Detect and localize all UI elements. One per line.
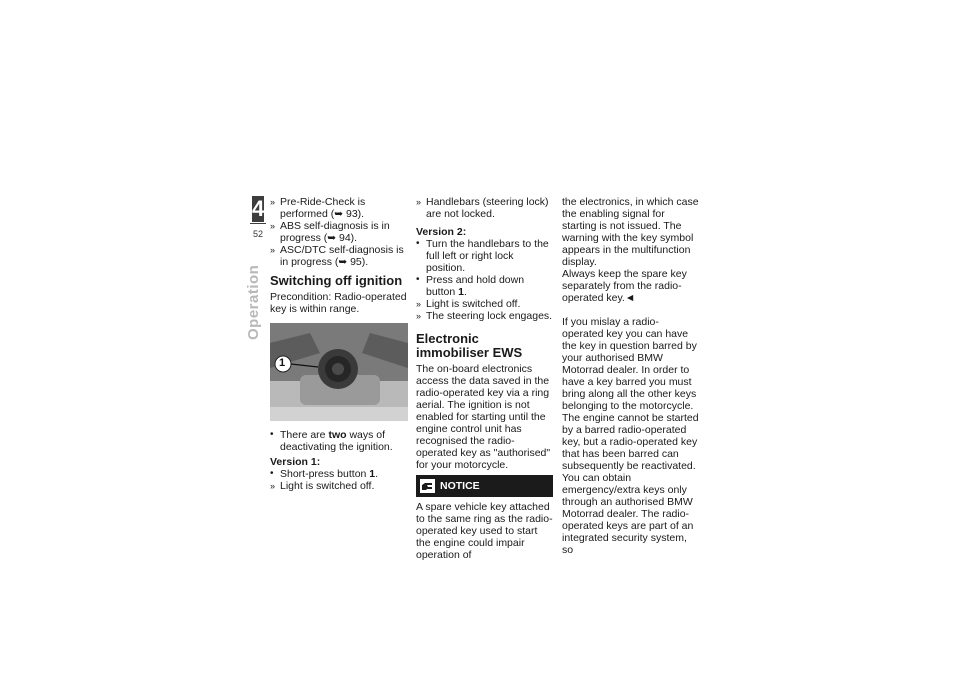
notice-banner bbox=[416, 475, 553, 497]
list-item bbox=[416, 238, 553, 274]
body-paragraph: The engine cannot be started by a barred radio-operated key, but a radio-operated key that has been barred can subsequently be reactivated. bbox=[562, 412, 699, 472]
list-item bbox=[416, 298, 553, 310]
column-3 bbox=[562, 196, 700, 556]
tab-divider bbox=[250, 223, 266, 224]
handlebar-photo bbox=[270, 323, 408, 421]
body-paragraph: If you mislay a radio-operated key you can have the key in question barred by your authorised BMW Motorrad dealer. In order to have a key barred you must bring along all the other keys belonging to the motorcycle. bbox=[562, 316, 697, 412]
result-marker: » bbox=[270, 197, 276, 207]
column-2 bbox=[416, 196, 553, 561]
result-marker: » bbox=[270, 221, 276, 231]
result-marker: » bbox=[270, 481, 276, 491]
result-text: Light is switched off. bbox=[280, 480, 375, 492]
result-text: Light is switched off. bbox=[426, 298, 521, 310]
paragraph-gap bbox=[562, 304, 700, 316]
result-text: Handlebars (steering lock) are not locked. bbox=[426, 196, 549, 220]
step-bold: 1 bbox=[458, 286, 464, 298]
section-heading: Switching off ignition bbox=[270, 273, 403, 288]
version-heading: Version 2: bbox=[416, 226, 467, 238]
list-item bbox=[416, 196, 553, 220]
list-item-text: ASC/DTC self-diagnosis is in progress (➥ 95). bbox=[280, 244, 404, 268]
step-text-a: Short-press button bbox=[280, 468, 370, 480]
list-item-bold: two bbox=[328, 429, 347, 441]
chapter-number: 4 bbox=[252, 196, 265, 221]
section-label: Operation bbox=[245, 264, 262, 340]
list-item bbox=[416, 310, 553, 322]
list-item bbox=[270, 480, 408, 492]
bullet-marker: • bbox=[270, 468, 274, 479]
notice-hand-icon bbox=[420, 479, 435, 493]
list-item bbox=[270, 468, 408, 480]
list-item bbox=[270, 244, 408, 268]
bullet-marker: • bbox=[416, 238, 420, 249]
result-text: The steering lock engages. bbox=[426, 310, 553, 322]
body-paragraph: You can obtain emergency/extra keys only through an authorised BMW Motorrad dealer. The radio-operated keys are part of an integrated security system, so bbox=[562, 472, 694, 556]
version-heading: Version 1: bbox=[270, 456, 321, 468]
page-number: 52 bbox=[252, 229, 263, 239]
bullet-marker: • bbox=[270, 429, 274, 440]
step-text-b: . bbox=[463, 286, 467, 298]
list-item bbox=[270, 220, 408, 244]
result-marker: » bbox=[416, 299, 422, 309]
handlebar-illustration bbox=[270, 323, 408, 421]
result-marker: » bbox=[416, 311, 422, 321]
bullet-marker: • bbox=[416, 274, 420, 285]
list-item-text: ABS self-diagnosis is in progress (➥ 94). bbox=[280, 220, 390, 244]
list-item bbox=[416, 274, 553, 298]
body-paragraph: the electronics, in which case the enabling signal for starting is not issued. The warning with the key symbol appears in the multifunction display. bbox=[562, 196, 699, 268]
result-marker: » bbox=[270, 245, 276, 255]
photo-callout-label: 1 bbox=[279, 357, 286, 369]
body-paragraph: Always keep the spare key separately from the radio-operated key.◄ bbox=[562, 268, 687, 304]
result-marker: » bbox=[416, 197, 422, 207]
step-text-b: . bbox=[375, 468, 379, 480]
precondition-text: Precondition: Radio-operated key is within range. bbox=[270, 291, 407, 315]
notice-label: NOTICE bbox=[440, 480, 480, 492]
body-paragraph: The on-board electronics access the data saved in the radio-operated key via a ring aerial. The ignition is not enabled for starting until the engine control unit has recognised the radio-operated key as "authorised" for your motorcycle. bbox=[416, 363, 551, 471]
step-text-a: Press and hold down button bbox=[426, 274, 525, 298]
list-item-text-a: There are bbox=[280, 429, 329, 441]
list-item-text: Pre-Ride-Check is performed (➥ 93). bbox=[280, 196, 366, 220]
section-heading: Electronic immobiliser EWS bbox=[416, 331, 523, 360]
list-item bbox=[270, 196, 408, 220]
step-bold: 1 bbox=[369, 468, 376, 480]
list-item-text-b: ways of deactivating the ignition. bbox=[280, 429, 393, 453]
notice-text: A spare vehicle key attached to the same ring as the radio-operated key used to start the engine could impair operation of bbox=[416, 501, 553, 561]
list-item bbox=[270, 429, 408, 453]
step-text: Turn the handlebars to the full left or right lock position. bbox=[426, 238, 549, 274]
column-1 bbox=[270, 196, 408, 492]
